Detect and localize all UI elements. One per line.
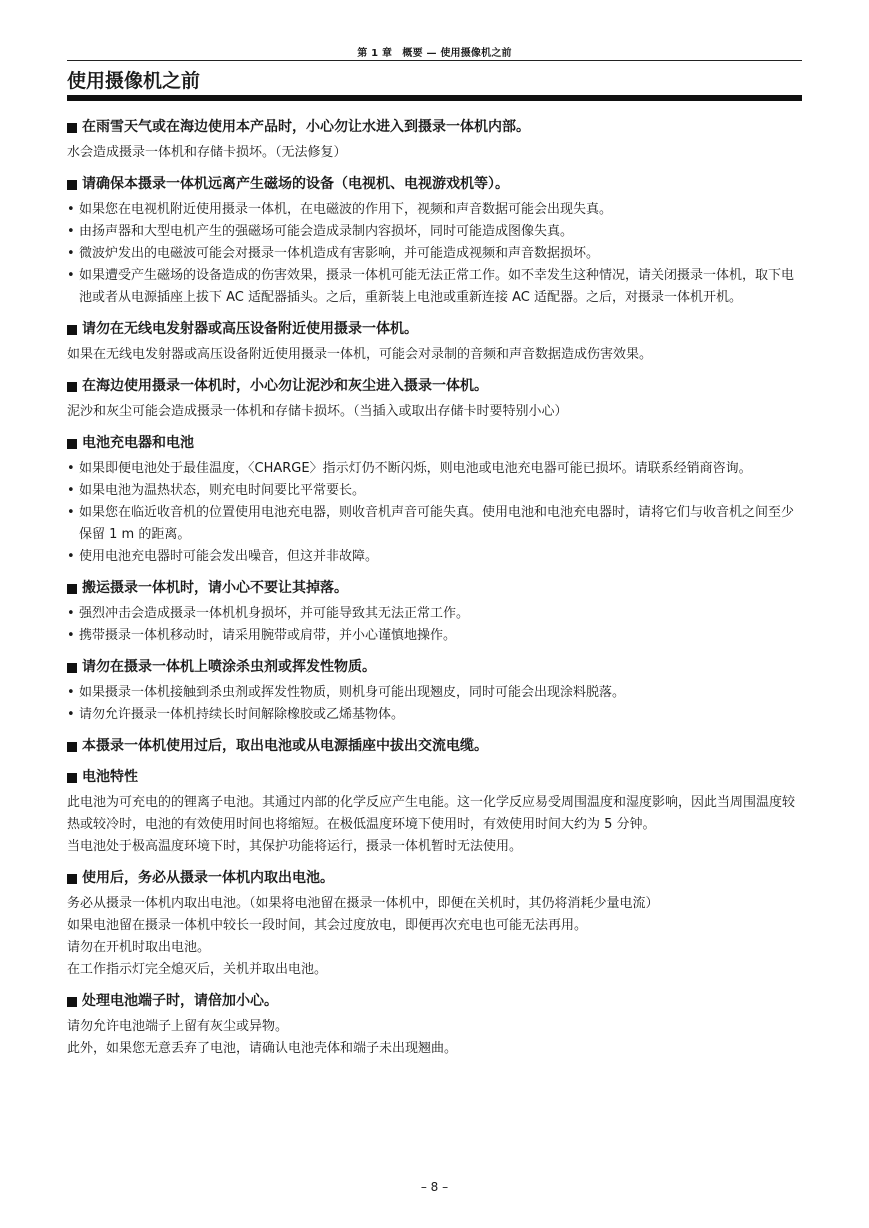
list-item-text: 强烈冲击会造成摄录一体机机身损坏，并可能导致其无法正常工作。 [79,606,470,621]
list-item-text: 如果遭受产生磁场的设备造成的伤害效果，摄录一体机可能无法正常工作。如不幸发生这种情况，请关闭摄录一体机，取下电池或者从电源插座上拔下 AC 适配器插头。之后，重新装上电池或重新连接 AC 适配器。之后，对摄录一体机开机。 [79,268,795,305]
bullet-dot-icon: • [67,628,75,643]
section [67,174,802,309]
section-heading-text: 在海边使用摄录一体机时，小心勿让泥沙和灰尘进入摄录一体机。 [82,378,488,394]
header-rule [67,60,802,61]
section-heading-text: 使用后，务必从摄录一体机内取出电池。 [82,870,334,886]
title-underline-bar [67,95,802,101]
page-content [67,117,802,1070]
list-item-text: 请勿允许摄录一体机持续长时间解除橡胶或乙烯基物体。 [79,707,405,722]
section-heading-text: 请勿在无线电发射器或高压设备附近使用摄录一体机。 [82,321,418,337]
bullet-list [67,458,802,568]
bullet-dot-icon: • [67,483,75,498]
bullet-dot-icon: • [67,549,75,564]
section-heading-text: 搬运摄录一体机时，请小心不要让其掉落。 [82,580,348,596]
square-bullet-icon [67,663,77,673]
list-item [67,546,802,568]
section-heading-text: 处理电池端子时，请倍加小心。 [82,993,278,1009]
section [67,991,802,1060]
square-bullet-icon [67,742,77,752]
square-bullet-icon [67,584,77,594]
list-item-text: 如果电池为温热状态，则充电时间要比平常要长。 [79,483,366,498]
section-heading [67,433,802,454]
body-paragraph: 在工作指示灯完全熄灭后，关机并取出电池。 [67,962,328,977]
body-paragraph: 泥沙和灰尘可能会造成摄录一体机和存储卡损坏。（当插入或取出存储卡时要特别小心） [67,404,568,419]
list-item [67,199,802,221]
section-heading-text: 在雨雪天气或在海边使用本产品时，小心勿让水进入到摄录一体机内部。 [82,119,530,135]
section-heading [67,868,802,889]
bullet-dot-icon: • [67,461,75,476]
section-heading [67,657,802,678]
body-paragraph: 当电池处于极高温度环境下时，其保护功能将运行，摄录一体机暂时无法使用。 [67,839,523,854]
bullet-dot-icon: • [67,606,75,621]
section [67,578,802,647]
body-paragraph: 此外，如果您无意丢弃了电池，请确认电池壳体和端子未出现翘曲。 [67,1041,458,1056]
list-item [67,221,802,243]
section-heading [67,736,802,757]
bullet-list [67,682,802,726]
list-item [67,458,802,480]
list-item-text: 由扬声器和大型电机产生的强磁场可能会造成录制内容损坏，同时可能造成图像失真。 [79,224,574,239]
list-item [67,603,802,625]
square-bullet-icon [67,382,77,392]
section [67,319,802,366]
bullet-dot-icon: • [67,685,75,700]
bullet-list [67,199,802,309]
square-bullet-icon [67,773,77,783]
section-heading-text: 请勿在摄录一体机上喷涂杀虫剂或挥发性物质。 [82,659,376,675]
square-bullet-icon [67,123,77,133]
section-heading-text: 电池特性 [82,769,138,785]
section [67,433,802,568]
bullet-dot-icon: • [67,268,75,283]
list-item-text: 如果您在电视机附近使用摄录一体机，在电磁波的作用下，视频和声音数据可能会出现失真。 [79,202,613,217]
bullet-list [67,603,802,647]
bullet-dot-icon: • [67,202,75,217]
list-item [67,243,802,265]
list-item [67,480,802,502]
section-heading [67,117,802,138]
list-item-text: 如果摄录一体机接触到杀虫剂或挥发性物质，则机身可能出现翘皮，同时可能会出现涂料脱落。 [79,685,626,700]
square-bullet-icon [67,180,77,190]
section-heading [67,319,802,340]
body-paragraph: 此电池为可充电的的锂离子电池。其通过内部的化学反应产生电能。这一化学反应易受周围温度和湿度影响，因此当周围温度较热或较冷时，电池的有效使用时间也将缩短。在极低温度环境下使用时，有效使用时间大约为 5 分钟。 [67,795,796,832]
list-item [67,682,802,704]
page-number: – 8 – [420,1180,449,1194]
list-item [67,502,802,546]
section-heading-text: 电池充电器和电池 [82,435,194,451]
section-heading [67,767,802,788]
square-bullet-icon [67,325,77,335]
section [67,117,802,164]
list-item [67,265,802,309]
list-item-text: 如果即便电池处于最佳温度，〈CHARGE〉指示灯仍不断闪烁，则电池或电池充电器可能已损坏。请联系经销商咨询。 [79,461,752,476]
section [67,736,802,757]
section [67,376,802,423]
list-item [67,625,802,647]
body-paragraph: 如果电池留在摄录一体机中较长一段时间，其会过度放电，即便再次充电也可能无法再用。 [67,918,588,933]
body-paragraph: 务必从摄录一体机内取出电池。（如果将电池留在摄录一体机中，即便在关机时，其仍将消耗少量电流） [67,896,659,911]
running-head: 第 1 章 概要 — 使用摄像机之前 [357,48,512,59]
bullet-dot-icon: • [67,707,75,722]
bullet-dot-icon: • [67,224,75,239]
list-item-text: 如果您在临近收音机的位置使用电池充电器，则收音机声音可能失真。使用电池和电池充电器时，请将它们与收音机之间至少保留 1 m 的距离。 [79,505,795,542]
section [67,868,802,981]
page-title: 使用摄像机之前 [67,70,201,92]
section-heading-text: 本摄录一体机使用过后，取出电池或从电源插座中拔出交流电缆。 [82,738,488,754]
body-paragraph: 请勿在开机时取出电池。 [67,940,211,955]
square-bullet-icon [67,997,77,1007]
section-heading [67,991,802,1012]
list-item-text: 微波炉发出的电磁波可能会对摄录一体机造成有害影响，并可能造成视频和声音数据损坏。 [79,246,600,261]
section [67,767,802,858]
body-paragraph: 如果在无线电发射器或高压设备附近使用摄录一体机，可能会对录制的音频和声音数据造成伤害效果。 [67,347,653,362]
section [67,657,802,726]
section-heading [67,376,802,397]
square-bullet-icon [67,874,77,884]
bullet-dot-icon: • [67,505,75,520]
list-item-text: 使用电池充电器时可能会发出噪音，但这并非故障。 [79,549,379,564]
list-item [67,704,802,726]
list-item-text: 携带摄录一体机移动时，请采用腕带或肩带，并小心谨慎地操作。 [79,628,457,643]
section-heading-text: 请确保本摄录一体机远离产生磁场的设备（电视机、电视游戏机等）。 [82,176,509,192]
section-heading [67,578,802,599]
body-paragraph: 请勿允许电池端子上留有灰尘或异物。 [67,1019,289,1034]
section-heading [67,174,802,195]
square-bullet-icon [67,439,77,449]
bullet-dot-icon: • [67,246,75,261]
body-paragraph: 水会造成摄录一体机和存储卡损坏。（无法修复） [67,145,347,160]
